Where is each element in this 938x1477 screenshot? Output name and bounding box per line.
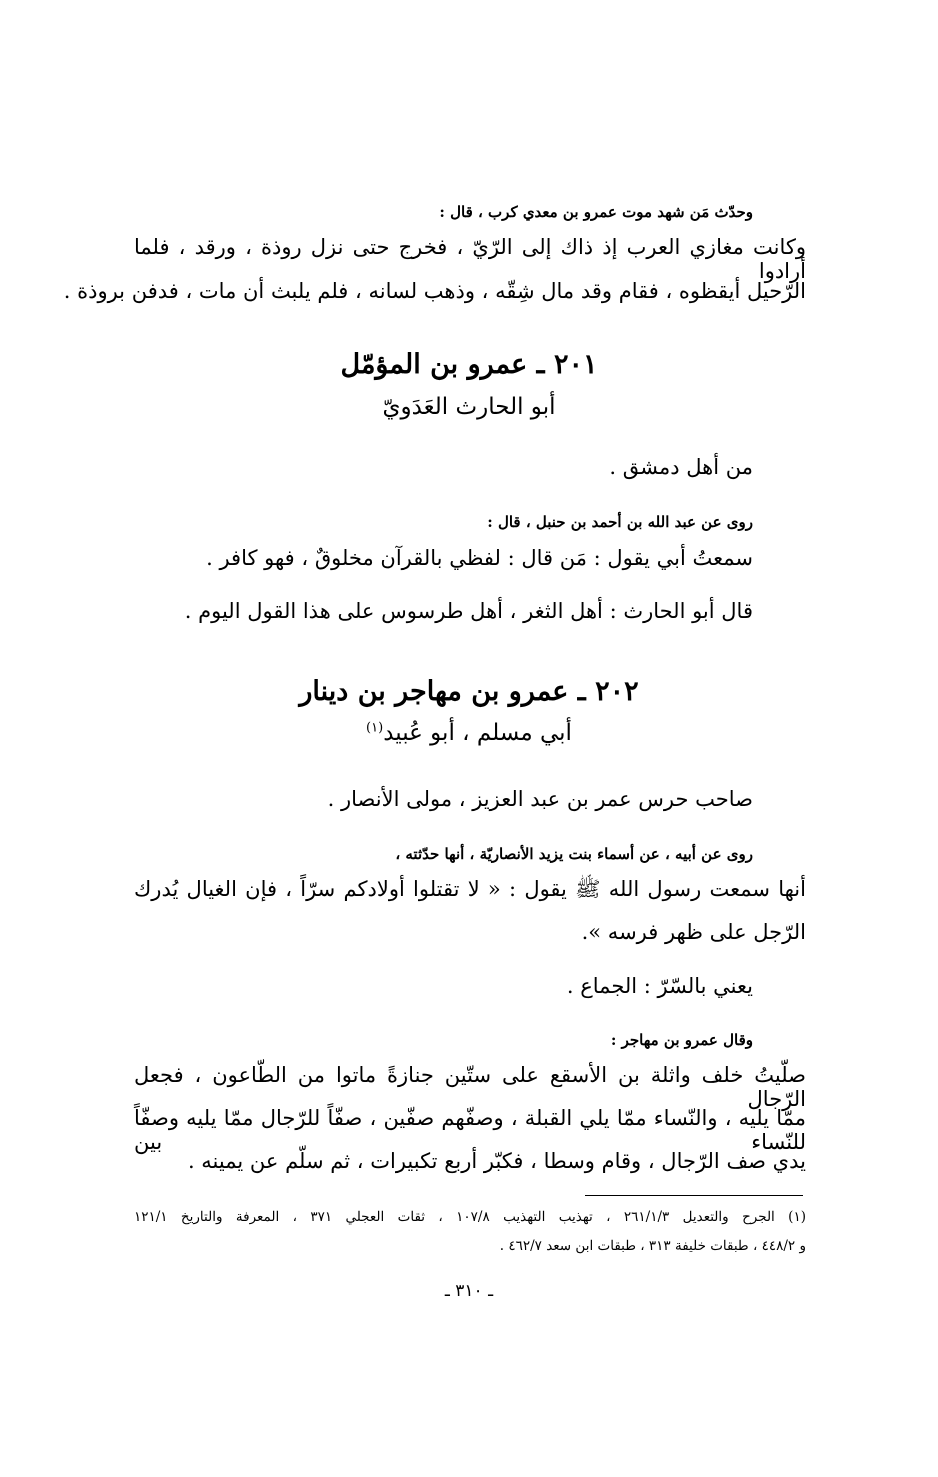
entry-role: صاحب حرس عمر بن عبد العزيز ، مولى الأنصار . <box>327 787 753 811</box>
body-line: يدي صف الرّجال ، وقام وسطا ، فكبّر أربع تكبيرات ، ثم سلّم عن يمينه . <box>187 1149 806 1173</box>
footnote-marker: (١) <box>366 720 384 736</box>
entry-heading: ٢٠١ ـ عمرو بن المؤمّل <box>340 349 598 380</box>
footnote-line: و ٤٤٨/٢ ، طبقات خليفة ٣١٣ ، طبقات ابن سعد ٤٦٢/٧ . <box>499 1238 806 1254</box>
body-line: وكانت مغازي العرب إذ ذاك إلى الرّيّ ، فخرج حتى نزل روذة ، ورقد ، فلما أرادوا <box>134 235 806 283</box>
explanation-line: يعني بالسّرّ : الجماع . <box>566 974 753 998</box>
narration-intro: وقال عمرو بن مهاجر : <box>610 1031 753 1049</box>
entry-kunya: أبو الحارث العَدَويّ <box>382 394 556 420</box>
body-line: الرّحيل أيقظوه ، فقام وقد مال شِقّه ، وذهب لسانه ، فلم يلبث أن مات ، فدفن بروذة . <box>63 279 806 303</box>
hadith-line: أنها سمعت رسول الله ﷺ يقول : « لا تقتلوا أولادكم سرّاً ، فإن الغيال يُدرك <box>134 877 806 901</box>
body-line: صلّيتُ خلف واثلة بن الأسقع على ستّين جنازةً ماتوا من الطّاعون ، فجعل الرّجال <box>134 1063 806 1111</box>
entry-heading: ٢٠٢ ـ عمرو بن مهاجر بن دينار <box>299 676 639 707</box>
hadith-line: الرّجل على ظهر فرسه ». <box>581 920 806 944</box>
narration-intro: روى عن أبيه ، عن أسماء بنت يزيد الأنصاريّة ، أنها حدّثته ، <box>395 845 753 863</box>
comment-line: قال أبو الحارث : أهل الثغر ، أهل طرسوس على هذا القول اليوم . <box>184 599 753 623</box>
page-number: ـ ٣١٠ ـ <box>444 1281 494 1301</box>
entry-origin: من أهل دمشق . <box>609 455 753 479</box>
narration-intro: وحدّث مَن شهد موت عمرو بن معدي كرب ، قال : <box>439 203 753 221</box>
entry-kunya <box>0 720 938 746</box>
body-line: ممّا يليه ، والنّساء ممّا يلي القبلة ، وصفّهم صفّين ، صفّاً للرّجال ممّا يليه وصفّاً للنّساء بين <box>134 1106 806 1154</box>
footnote-rule <box>585 1195 803 1196</box>
quote-line: سمعتُ أبي يقول : مَن قال : لفظي بالقرآن مخلوقٌ ، فهو كافر . <box>206 546 753 570</box>
kunya-text: أبي مسلم ، أبو عُبيد <box>383 720 572 746</box>
narration-intro: روى عن عبد الله بن أحمد بن حنبل ، قال : <box>487 513 753 531</box>
footnote-line: (١) الجرح والتعديل ٢٦١/١/٣ ، تهذيب التهذيب ١٠٧/٨ ، ثقات العجلي ٣٧١ ، المعرفة والتاريخ ١٢١/١ <box>134 1209 806 1225</box>
